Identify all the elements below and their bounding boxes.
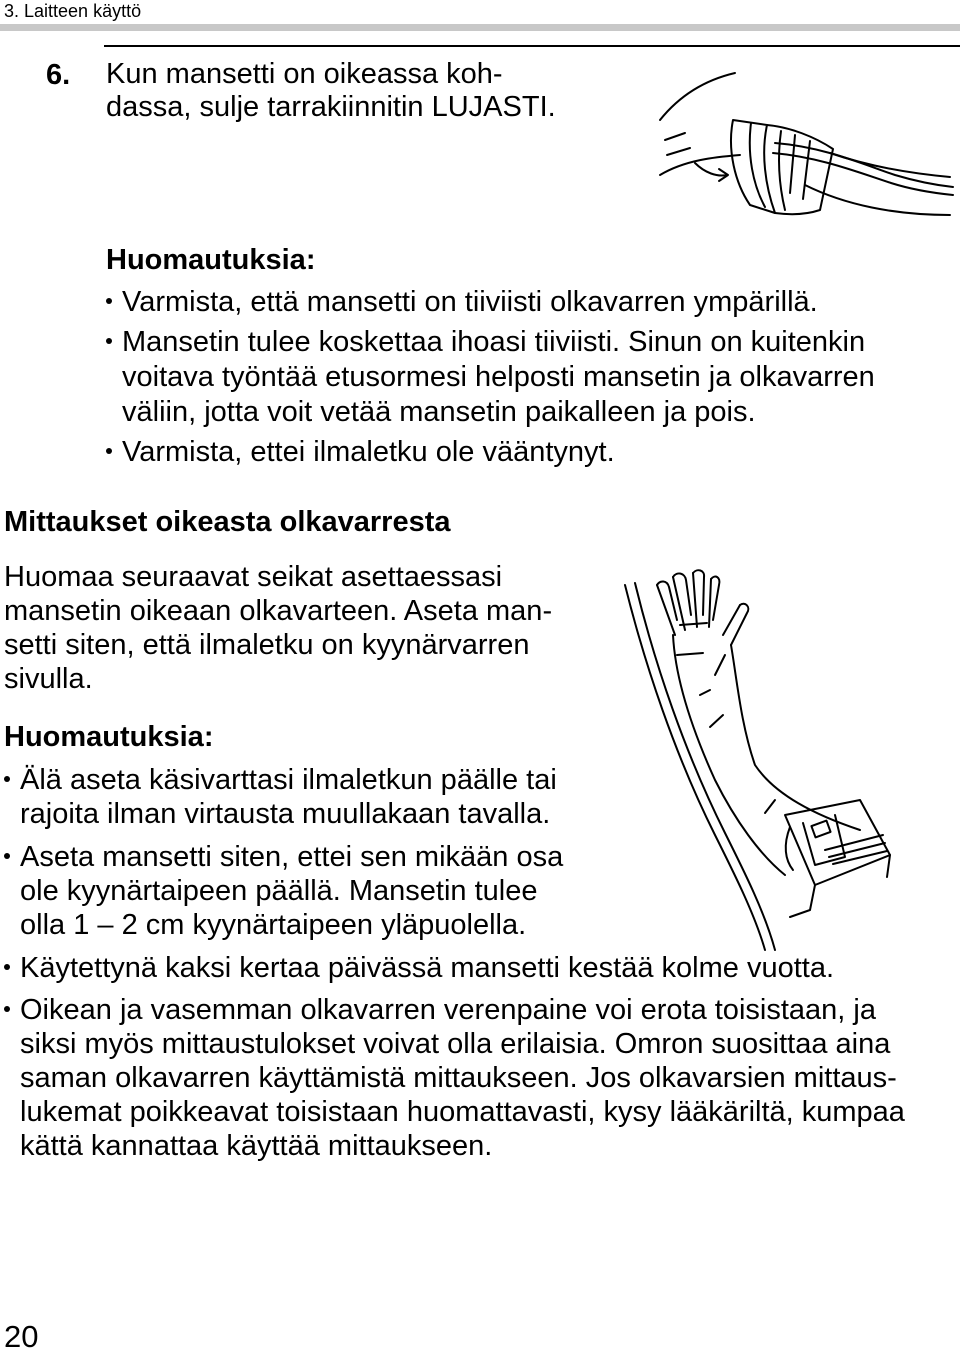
bullet-icon — [4, 776, 10, 782]
list-item — [4, 951, 834, 985]
list-item-text: Älä aseta käsivarttasi ilmaletkun päälle tai — [20, 764, 557, 796]
paragraph-line: setti siten, että ilmaletku on kyynärvarren — [4, 629, 530, 661]
list-item-text: Käytettynä kaksi kertaa päivässä mansetti kestää kolme vuotta. — [20, 952, 835, 984]
list-item-text: Mansetin tulee koskettaa ihoasi tiiviisti. Sinun on kuitenkin — [122, 326, 866, 358]
section-heading: Mittaukset oikeasta olkavarresta — [4, 506, 451, 538]
bullet-icon — [106, 298, 112, 304]
list-item-text: Aseta mansetti siten, ettei sen mikään osa — [20, 841, 564, 873]
step-instruction-line: Kun mansetti on oikeassa koh- — [106, 58, 503, 90]
paragraph-line: mansetin oikeaan olkavarteen. Aseta man- — [4, 595, 553, 627]
bullet-icon — [106, 448, 112, 454]
list-item — [4, 993, 876, 1027]
right-arm-illustration — [615, 565, 915, 955]
notes-heading: Huomautuksia: — [106, 244, 316, 276]
bullet-icon — [4, 1006, 10, 1012]
list-item-text: rajoita ilman virtausta muullakaan tavalla. — [20, 798, 551, 830]
list-item — [4, 763, 557, 797]
list-item-text: Varmista, ettei ilmaletku ole vääntynyt. — [122, 436, 615, 468]
list-item-text: ole kyynärtaipeen päällä. Mansetin tulee — [20, 875, 538, 907]
list-item — [106, 435, 615, 469]
cuff-closing-illustration — [655, 65, 955, 225]
list-item-text: kättä kannattaa käyttää mittaukseen. — [20, 1130, 493, 1162]
list-item-text: Varmista, että mansetti on tiiviisti olkavarren ympärillä. — [122, 286, 818, 318]
bullet-icon — [4, 853, 10, 859]
list-item — [106, 325, 865, 359]
list-item-text: Oikean ja vasemman olkavarren verenpaine voi erota toisistaan, ja — [20, 994, 876, 1026]
list-item-text: saman olkavarren käyttämistä mittaukseen. Jos olkavarsien mittaus- — [20, 1062, 897, 1094]
step-instruction-line: dassa, sulje tarrakiinnitin LUJASTI. — [106, 91, 556, 123]
bullet-icon — [106, 338, 112, 344]
section-title: 3. Laitteen käyttö — [4, 1, 142, 21]
list-item — [106, 285, 818, 319]
list-item-text: olla 1 – 2 cm kyynärtaipeen yläpuolella. — [20, 909, 527, 941]
list-item-text: siksi myös mittaustulokset voivat olla erilaisia. Omron suosittaa aina — [20, 1028, 891, 1060]
list-item-text: voitava työntää etusormesi helposti mansetin ja olkavarren — [122, 361, 875, 393]
bullet-icon — [4, 964, 10, 970]
list-item-text: väliin, jotta voit vetää mansetin paikalleen ja pois. — [122, 396, 756, 428]
notes-heading: Huomautuksia: — [4, 721, 214, 753]
paragraph-line: Huomaa seuraavat seikat asettaessasi — [4, 561, 503, 593]
list-item — [4, 840, 563, 874]
step-number: 6. — [46, 59, 71, 91]
page-number: 20 — [4, 1319, 39, 1354]
list-item-text: lukemat poikkeavat toisistaan huomattavasti, kysy lääkäriltä, kumpaa — [20, 1096, 905, 1128]
header-rule — [0, 24, 960, 31]
step-instruction — [106, 58, 566, 124]
step-rule — [104, 45, 960, 47]
paragraph-line: sivulla. — [4, 663, 93, 695]
